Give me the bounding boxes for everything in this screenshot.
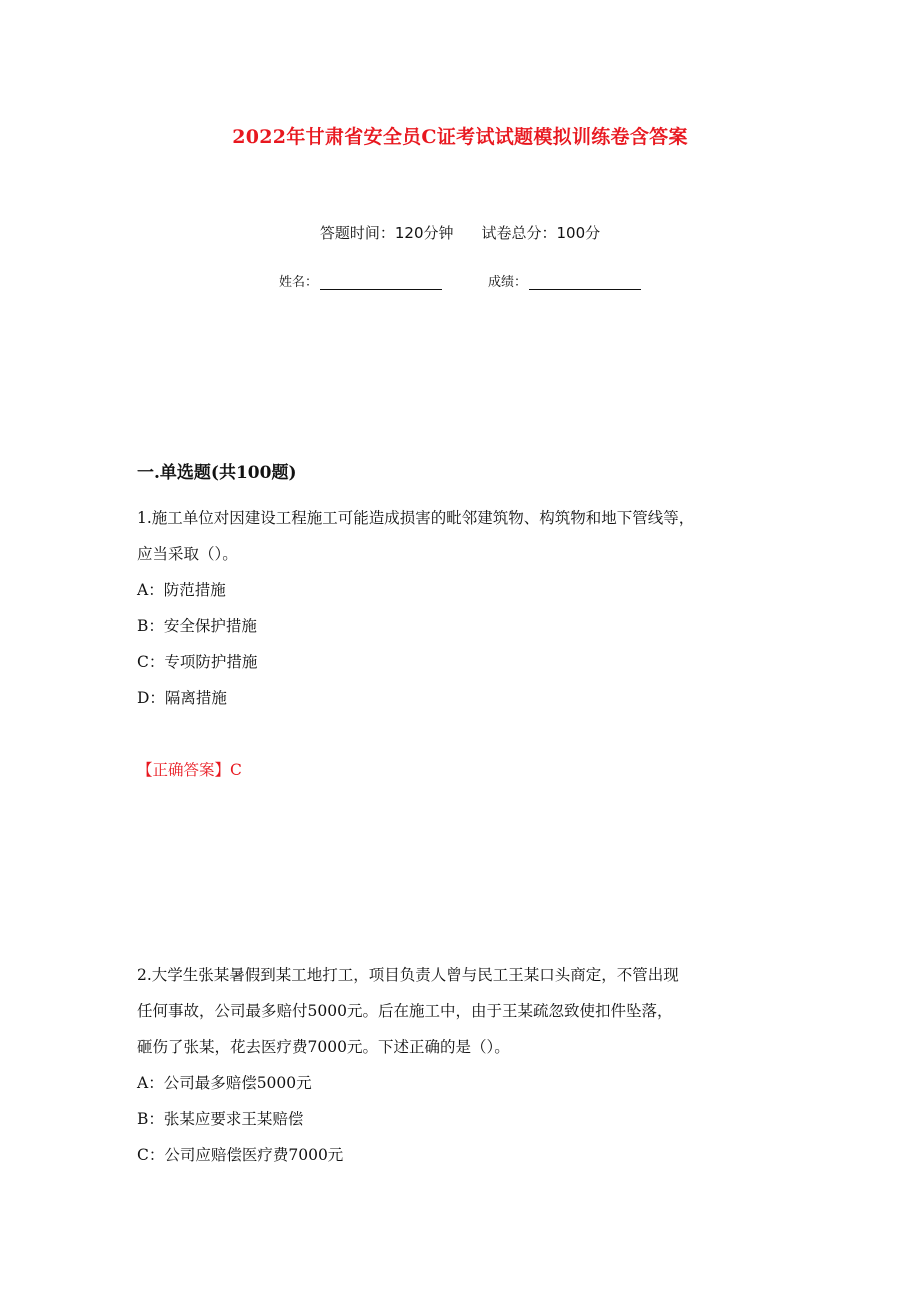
score-label: 成绩：: [488, 275, 528, 290]
question-2-option-c: C：公司应赔偿医疗费7000元: [137, 1146, 344, 1164]
name-label: 姓名：: [278, 275, 318, 290]
section-heading: 一.单选题(共100题): [137, 463, 297, 483]
score-field: [488, 271, 641, 290]
question-1-option-c: C：专项防护措施: [137, 653, 258, 671]
question-1-answer: 【正确答案】C: [137, 761, 242, 779]
question-2-option-b: B：张某应要求王某赔偿: [137, 1110, 304, 1128]
question-1-option-b: B：安全保护措施: [137, 617, 257, 635]
exam-total-score: 试卷总分：100分: [481, 224, 601, 242]
score-blank-line: [529, 275, 641, 290]
question-1-text-line-1: 1.施工单位对因建设工程施工可能造成损害的毗邻建筑物、构筑物和地下管线等，: [137, 509, 695, 527]
question-2-option-a: A：公司最多赔偿5000元: [137, 1074, 312, 1092]
name-field: [279, 271, 442, 290]
question-2-text-line-3: 砸伤了张某，花去医疗费7000元。下述正确的是（）。: [137, 1038, 510, 1056]
name-blank-line: [320, 275, 442, 290]
exam-info-row: [0, 222, 920, 243]
question-1-option-a: A：防范措施: [137, 581, 226, 599]
question-1-option-d: D：隔离措施: [137, 689, 227, 707]
exam-time: 答题时间：120分钟: [319, 224, 454, 242]
question-2-text-line-2: 任何事故，公司最多赔付5000元。后在施工中，由于王某疏忽致使扣件坠落，: [137, 1002, 673, 1020]
document-title: 2022年甘肃省安全员C证考试试题模拟训练卷含答案: [232, 126, 688, 148]
student-fields-row: [0, 271, 920, 290]
question-1-text-line-2: 应当采取（）。: [137, 545, 238, 563]
question-2-text-line-1: 2.大学生张某暑假到某工地打工，项目负责人曾与民工王某口头商定，不管出现: [137, 966, 679, 984]
